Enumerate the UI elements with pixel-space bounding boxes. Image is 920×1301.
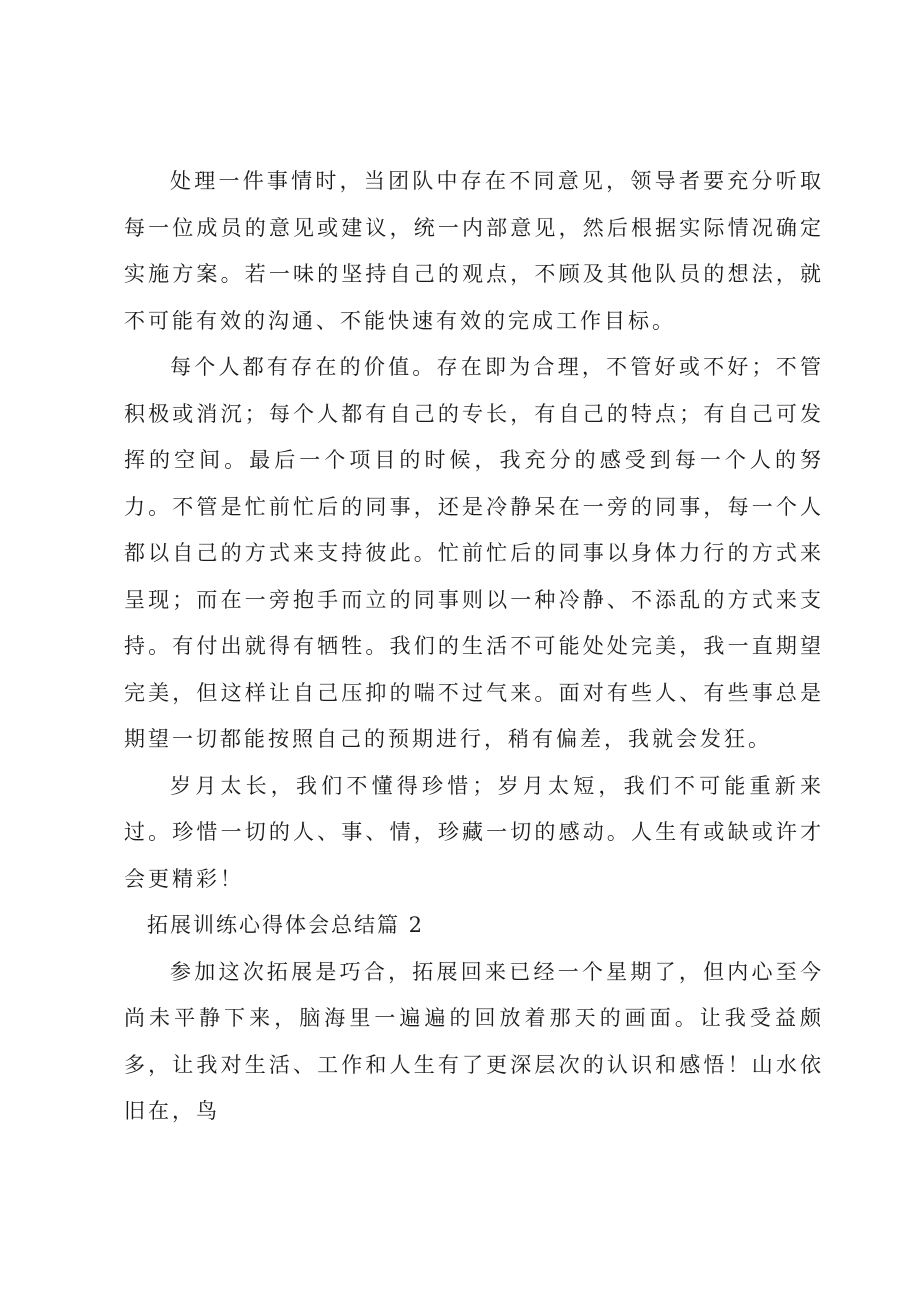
section-heading: 拓展训练心得体会总结篇 2 bbox=[147, 913, 425, 937]
document-body bbox=[124, 158, 824, 1135]
paragraph-value: 每个人都有存在的价值。存在即为合理，不管好或不好；不管积极或消沉；每个人都有自己的专长，有自己的特点；有自己可发挥的空间。最后一个项目的时候，我充分的感受到每一个人的努力。不管是忙前忙后的同事，还是冷静呆在一旁的同事，每一个人都以自己的方式来支持彼此。忙前忙后的同事以身体力行的方式来呈现；而在一旁抱手而立的同事则以一种冷静、不添乱的方式来支持。有付出就得有牺牲。我们的生活不可能处处完美，我一直期望完美，但这样让自己压抑的喘不过气来。面对有些人、有些事总是期望一切都能按照自己的预期进行，稍有偏差，我就会发狂。 bbox=[124, 355, 824, 751]
paragraph-participation: 参加这次拓展是巧合，拓展回来已经一个星期了，但内心至今尚未平静下来，脑海里一遍遍的回放着那天的画面。让我受益颇多，让我对生活、工作和人生有了更深层次的认识和感悟！山水依旧在，鸟 bbox=[124, 959, 824, 1123]
paragraph-time: 岁月太长，我们不懂得珍惜；岁月太短，我们不可能重新来过。珍惜一切的人、事、情，珍藏一切的感动。人生有或缺或许才会更精彩！ bbox=[124, 773, 824, 891]
paragraph-teamwork: 处理一件事情时，当团队中存在不同意见，领导者要充分听取每一位成员的意见或建议，统一内部意见，然后根据实际情况确定实施方案。若一味的坚持自己的观点，不顾及其他队员的想法，就不可能有效的沟通、不能快速有效的完成工作目标。 bbox=[124, 169, 824, 333]
